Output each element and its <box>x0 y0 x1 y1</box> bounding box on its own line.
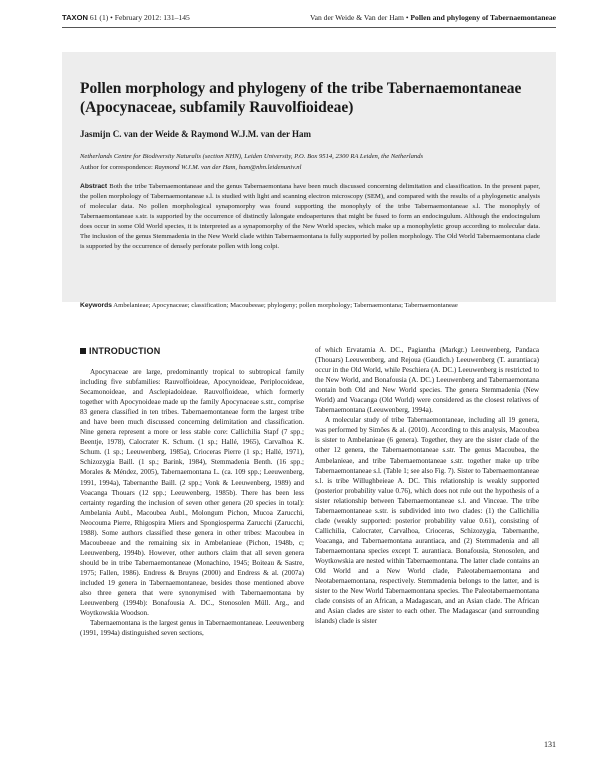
page-number: 131 <box>544 740 556 749</box>
running-head-left <box>62 11 190 25</box>
body-paragraph: Tabernaemontana is the largest genus in Tabernaemontaneae. Leeuwenberg (1991, 1994a) distinguished seven sections, <box>80 619 304 638</box>
keywords <box>80 301 540 311</box>
correspondence-value: Raymond W.J.M. van der Ham, ham@nhn.leidenuniv.nl <box>154 164 302 171</box>
correspondence-label: Author for correspondence: <box>80 164 153 171</box>
running-head-title: Pollen and phylogeny of Tabernaemontaneae <box>410 13 556 22</box>
author-list: Jasmijn C. van der Weide & Raymond W.J.M. van der Ham <box>80 129 312 139</box>
running-head-rule <box>62 27 556 28</box>
body-paragraph: Apocynaceae are large, predominantly tropical to subtropical family including five subfamilies: Rauvolfioideae, Apocynoideae, Periplocoideae, Secamonoideae, and Asclepiadoideae. Rauvolfioideae, which formerly together with Apocynoideae made up the family Apocynaceae s.str., comprise 83 genera classified in ten tribes. Tabernaemontaneae form the largest tribe and have been much discussed concerning delimitation and classification. Nine genera represent a more or less stable core: Callichilia Stapf (7 spp.; Beentje, 1978), Calocrater K. Schum. (1 sp.; Hallé, 1965), Carvalhoa K. Schum. (1 sp.; Leeuwenberg, 1985a), Crioceras Pierre (1 sp.; Hallé, 1971), Schizozygia Baill. (1 sp.; Barink, 1984), Stemmadenia Benth. (16 spp.; Morales & Méndez, 2005), Tabernaemontana L. (ca. 109 spp.; Leeuwenberg, 1991, 1994a), Tabernanthe Baill. (2 spp.; Vonk & Leeuwenberg, 1989) and Voacanga Thouars (12 spp.; Leeuwenberg, 1985b). There has been less certainty regarding the inclusion of seven other genera (20 species in total): Ambelania Aubl., Macoubea Aubl., Molongum Pichon, Mucoa Zarucchi, Neocouma Pierre, Rhigospira Miers and Spongiosperma Zarucchi (Zarucchi, 1988). Some authors classified these genera in other tribes: Macoubea in Macoubeeae and the remaining six in Ambelanieae (Pichon, 1948b, c; Leeuwenberg, 1994b). However, other authors claim that all seven genera should be in tribe Tabernaemontaneae (Monachino, 1945; Boiteau & Sastre, 1975; Fallen, 1986). Endress & Bruyns (2000) and Endress & al. (2007a) included 19 genera in Tabernaemontaneae, besides those mentioned above also three genera that were synonymised with Tabernaemontana by Leeuwenberg (1994b): Bonafousia A. DC., Stenosolen Müll. Arg., and Woytkowskia Woodson. <box>80 368 304 618</box>
running-head-authors: Van der Weide & Van der Ham • <box>309 13 409 22</box>
section-heading <box>80 346 160 356</box>
article-title-line1: Pollen morphology and phylogeny of the tribe Tabernaemontaneae <box>80 80 522 97</box>
section-heading-text: INTRODUCTION <box>89 346 161 356</box>
journal-issue: 61 (1) • February 2012: 131–145 <box>89 13 190 22</box>
article-title <box>80 79 540 117</box>
journal-name: TAXON <box>62 13 89 22</box>
abstract <box>80 182 540 252</box>
body-paragraph: of which Ervatamia A. DC., Pagiantha (Markgr.) Leeuwenberg, Pandaca (Thouars) Leeuwenberg, and Rejoua (Gaudich.) Leeuwenberg (T. aurantiaca) occur in the Old World, while Peschiera (A. DC.) Leeuwenberg is restricted to the New World, and Bonafousia (A. DC.) Leeuwenberg and Tabernaemontana contain both Old and New World species. The genera Stemmadenia (New World) and Voacanga (Old World) were considered as the closest relatives of Tabernaemontana (Leeuwenberg, 1994a). <box>315 346 539 415</box>
keywords-label: Keywords <box>80 302 112 309</box>
body-paragraph: A molecular study of tribe Tabernaemontaneae, including all 19 genera, was performed by Simões & al. (2010). According to this analysis, Macoubea is sister to Ambelanieae (6 genera). Together, they are the sister clade of the other 12 genera, the Tabernaemontaneae s.str. The genus Macoubea, the Ambelanieae, and tribe Tabernaemontaneae s.str. together make up tribe Tabernaemontaneae s.l. (Table 1; see also Fig. 7). Sister to Tabernaemontaneae s.l. is tribe Willughbeieae A. DC. This relationship is weakly supported (posterior probability value 0.76), which does not rule out the hypothesis of a sister relationship between Tabernaemontaneae s.l. and Vinceae. The tribe Tabernaemontaneae s.str. is subdivided into two clades: (1) the Callichilia clade (weakly supported: posterior probability value 0.61), consisting of Callichilia, Calocrater, Carvalhoa, Crioceras, Schizozygia, Tabernanthe, Voacanga, and Tabernaemontana aurantiaca, and (2) Stemmadenia and all Tabernaemontana species except T. aurantiaca. Bonafousia, Stenosolen, and Woytkowskia are nested within Tabernaemontana. The latter clade contains an Old World and a New World clade, Paleotabernaemontana and Neotabernaemontana, respectively. Stemmadenia belongs to the latter, and is sister to the New World Tabernaemontana species. The Paleotabernaemontana clade consists of an African, a Madagascan, and an Asian clade. The African and Asian clades are sister to each other. The Madagascar (and surrounding islands) clade is sister <box>315 416 539 626</box>
running-head-right <box>310 11 556 25</box>
abstract-text: Both the tribe Tabernaemontaneae and the genus Tabernaemontana have been much discussed concerning delimitation and classification. In the present paper, the pollen morphology of Tabernaemontaneae s.l. is studied with light and scanning electron microscopy (SEM), and compared with the results of a phylogenetic analysis of molecular data. No pollen morphological synapomorphy was found supporting the monophyly of the tribe Tabernaemontaneae s.l. The monophyly of Tabernaemontaneae s.str. is supported by the occurrence of distinctly lalongate endoapertures that might be fused to form an endocingulum. Although the endocingulum does occur in some Old World species, it is interpreted as a synapomorphy of the New World species, which make up a monophyletic group according to molecular data. The inclusion of the genus Stemmadenia in the New World clade within Tabernaemontana is fully supported by pollen morphology. The Old World Tabernaemontana clade is supported by the occurrence of densely perforate pollen with long colpi. <box>80 183 540 250</box>
body-column-right <box>315 345 539 626</box>
running-head <box>62 11 556 25</box>
body-column-left <box>80 367 304 638</box>
article-title-line2: (Apocynaceae, subfamily Rauvolfioideae) <box>80 99 354 116</box>
keywords-text: Ambelanieae; Apocynaceae; classification; Macoubeeae; phylogeny; pollen morphology; Tabernaemontana; Tabernaemontaneae <box>113 302 458 309</box>
abstract-label: Abstract <box>80 183 108 190</box>
square-bullet-icon <box>80 348 86 354</box>
correspondence <box>80 163 540 173</box>
author-affiliation: Netherlands Centre for Biodiversity Naturalis (section NHN), Leiden University, P.O. Box 9514, 2300 RA Leiden, the Netherlands <box>80 153 424 160</box>
